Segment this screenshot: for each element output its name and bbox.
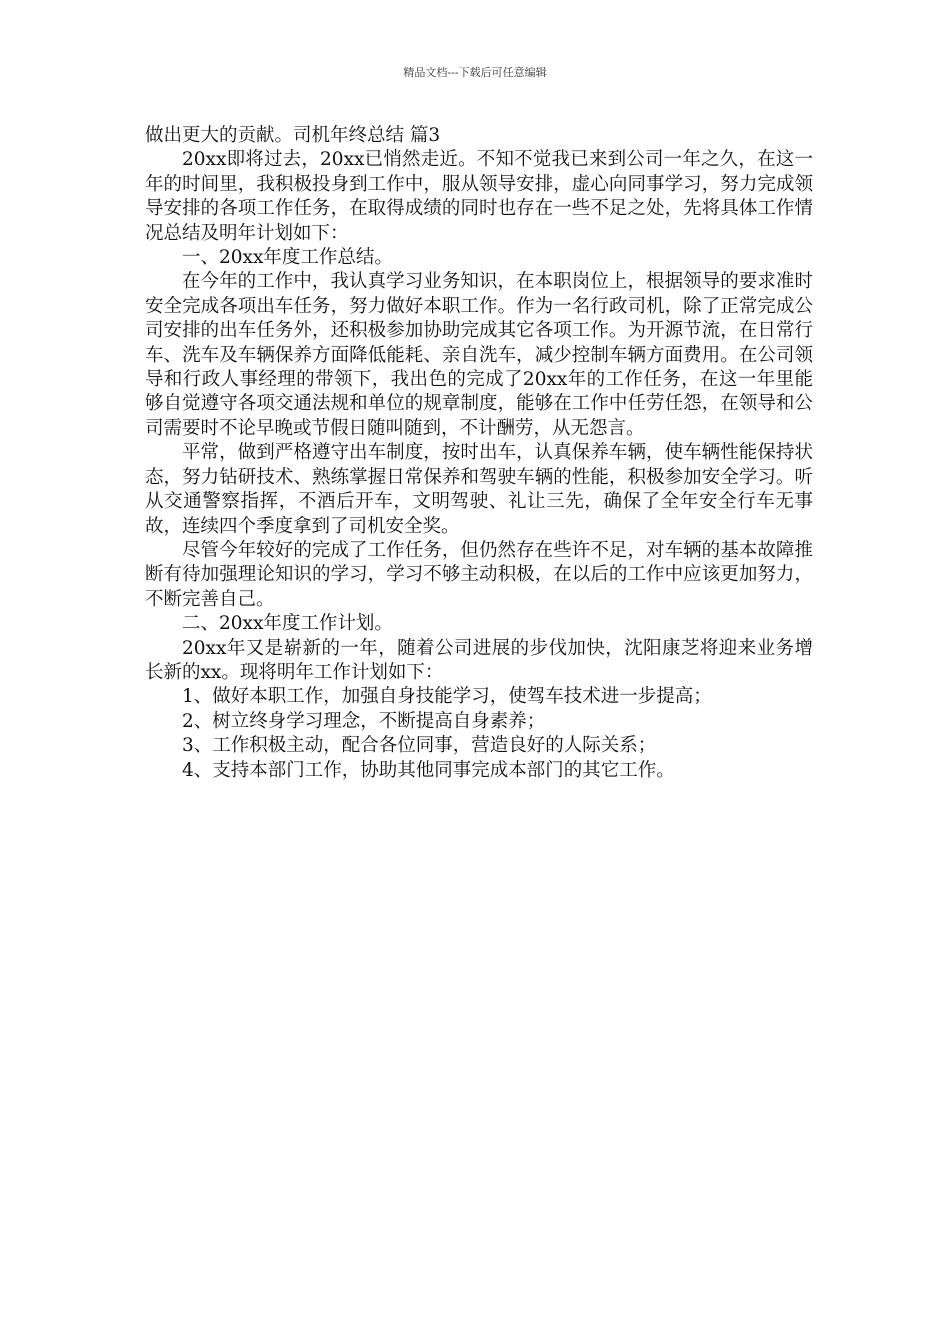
paragraph-daily-conduct: 平常，做到严格遵守出车制度，按时出车，认真保养车辆，使车辆性能保持状态，努力钻研技术、熟练掌握日常保养和驾驶车辆的性能，积极参加安全学习。听从交通警察指挥，不酒后开车，文明驾驶、礼让三先，确保了全年安全行车无事故，连续四个季度拿到了司机安全奖。 xyxy=(145,442,813,537)
plan-item-1: 1、做好本职工作，加强自身技能学习，使驾车技术进一步提高； xyxy=(182,686,712,708)
paragraph-shortcomings: 尽管今年较好的完成了工作任务，但仍然存在些许不足，对车辆的基本故障推断有待加强理论知识的学习，学习不够主动积极，在以后的工作中应该更加努力，不断完善自己。 xyxy=(145,539,813,610)
plan-item-3: 3、工作积极主动，配合各位同事，营造良好的人际关系； xyxy=(182,735,657,757)
plan-item-2: 2、树立终身学习理念，不断提高自身素养； xyxy=(182,710,546,732)
section-heading-summary: 一、20xx年度工作总结。 xyxy=(182,247,393,269)
document-body xyxy=(145,124,813,783)
section-heading-plan: 二、20xx年度工作计划。 xyxy=(182,613,393,635)
page-header: 精品文档---下载后可任意编辑 xyxy=(403,66,547,79)
paragraph-work-summary: 在今年的工作中，我认真学习业务知识，在本职岗位上，根据领导的要求准时安全完成各项出车任务，努力做好本职工作。作为一名行政司机，除了正常完成公司安排的出车任务外，还积极参加协助完成其它各项工作。为开源节流，在日常行车、洗车及车辆保养方面降低能耗、亲自洗车，减少控制车辆方面费用。在公司领导和行政人事经理的带领下，我出色的完成了20xx年的工作任务，在这一年里能够自觉遵守各项交通法规和单位的规章制度，能够在工作中任劳任怨，在领导和公司需要时不论早晚或节假日随叫随到，不计酬劳，从无怨言。 xyxy=(145,271,813,439)
plan-item-4: 4、支持本部门工作，协助其他同事完成本部门的其它工作。 xyxy=(182,759,675,781)
paragraph-intro: 20xx即将过去，20xx已悄然走近。不知不觉我已来到公司一年之久，在这一年的时间里，我积极投身到工作中，服从领导安排，虚心向同事学习，努力完成领导安排的各项工作任务，在取得成绩的同时也存在一些不足之处，先将具体工作情况总结及明年计划如下： xyxy=(145,149,813,244)
paragraph-title-line: 做出更大的贡献。司机年终总结 篇3 xyxy=(145,125,441,146)
paragraph-plan-intro: 20xx年又是崭新的一年，随着公司进展的步伐加快，沈阳康芝将迎来业务增长新的xx。现将明年工作计划如下： xyxy=(145,637,813,683)
